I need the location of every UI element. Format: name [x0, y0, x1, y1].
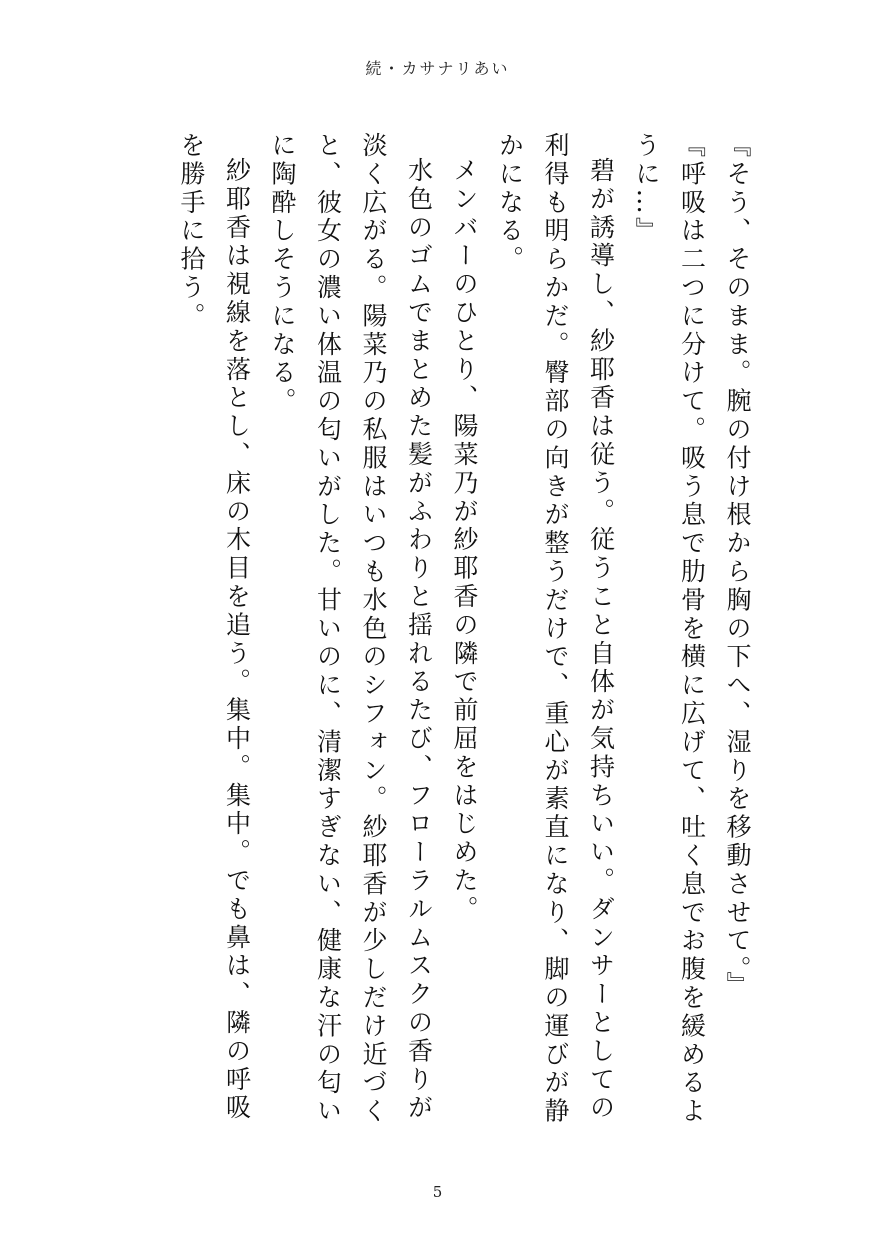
paragraph: メンバーのひとり、陽菜乃が紗耶香の隣で前屈をはじめた。: [450, 157, 479, 924]
paragraph: 紗耶香は視線を落とし、床の木目を追う。集中。集中。でも鼻は、隣の呼吸を勝手に拾う。: [177, 132, 252, 1123]
dialogue-line: 『呼吸は二つに分けて。吸う息で肋骨を横に広げて、吐く息でお腹を緩めるように…』: [632, 132, 707, 1126]
body-text: [160, 132, 760, 1132]
dialogue-line: 『そう、そのまま。腕の付け根から胸の下へ、湿りを移動させて。』: [723, 132, 752, 1000]
running-header: 続・カサナリあい: [365, 59, 510, 78]
paragraph: 水色のゴムでまとめた髪がふわりと揺れるたび、フローラルムスクの香りが淡く広がる。陽菜乃の私服はいつも水色のシフォン。紗耶香が少しだけ近づくと、彼女の濃い体温の匂いがした。甘いのに、清潔すぎない、健康な汗の匂いに陶酔しそうになる。: [268, 132, 434, 1126]
page-number: 5: [432, 1183, 443, 1201]
paragraph: 碧が誘導し、紗耶香は従う。従うこと自体が気持ちいい。ダンサーとしての利得も明らかだ。臀部の向きが整うだけで、重心が素直になり、脚の運びが静かになる。: [495, 132, 616, 1126]
